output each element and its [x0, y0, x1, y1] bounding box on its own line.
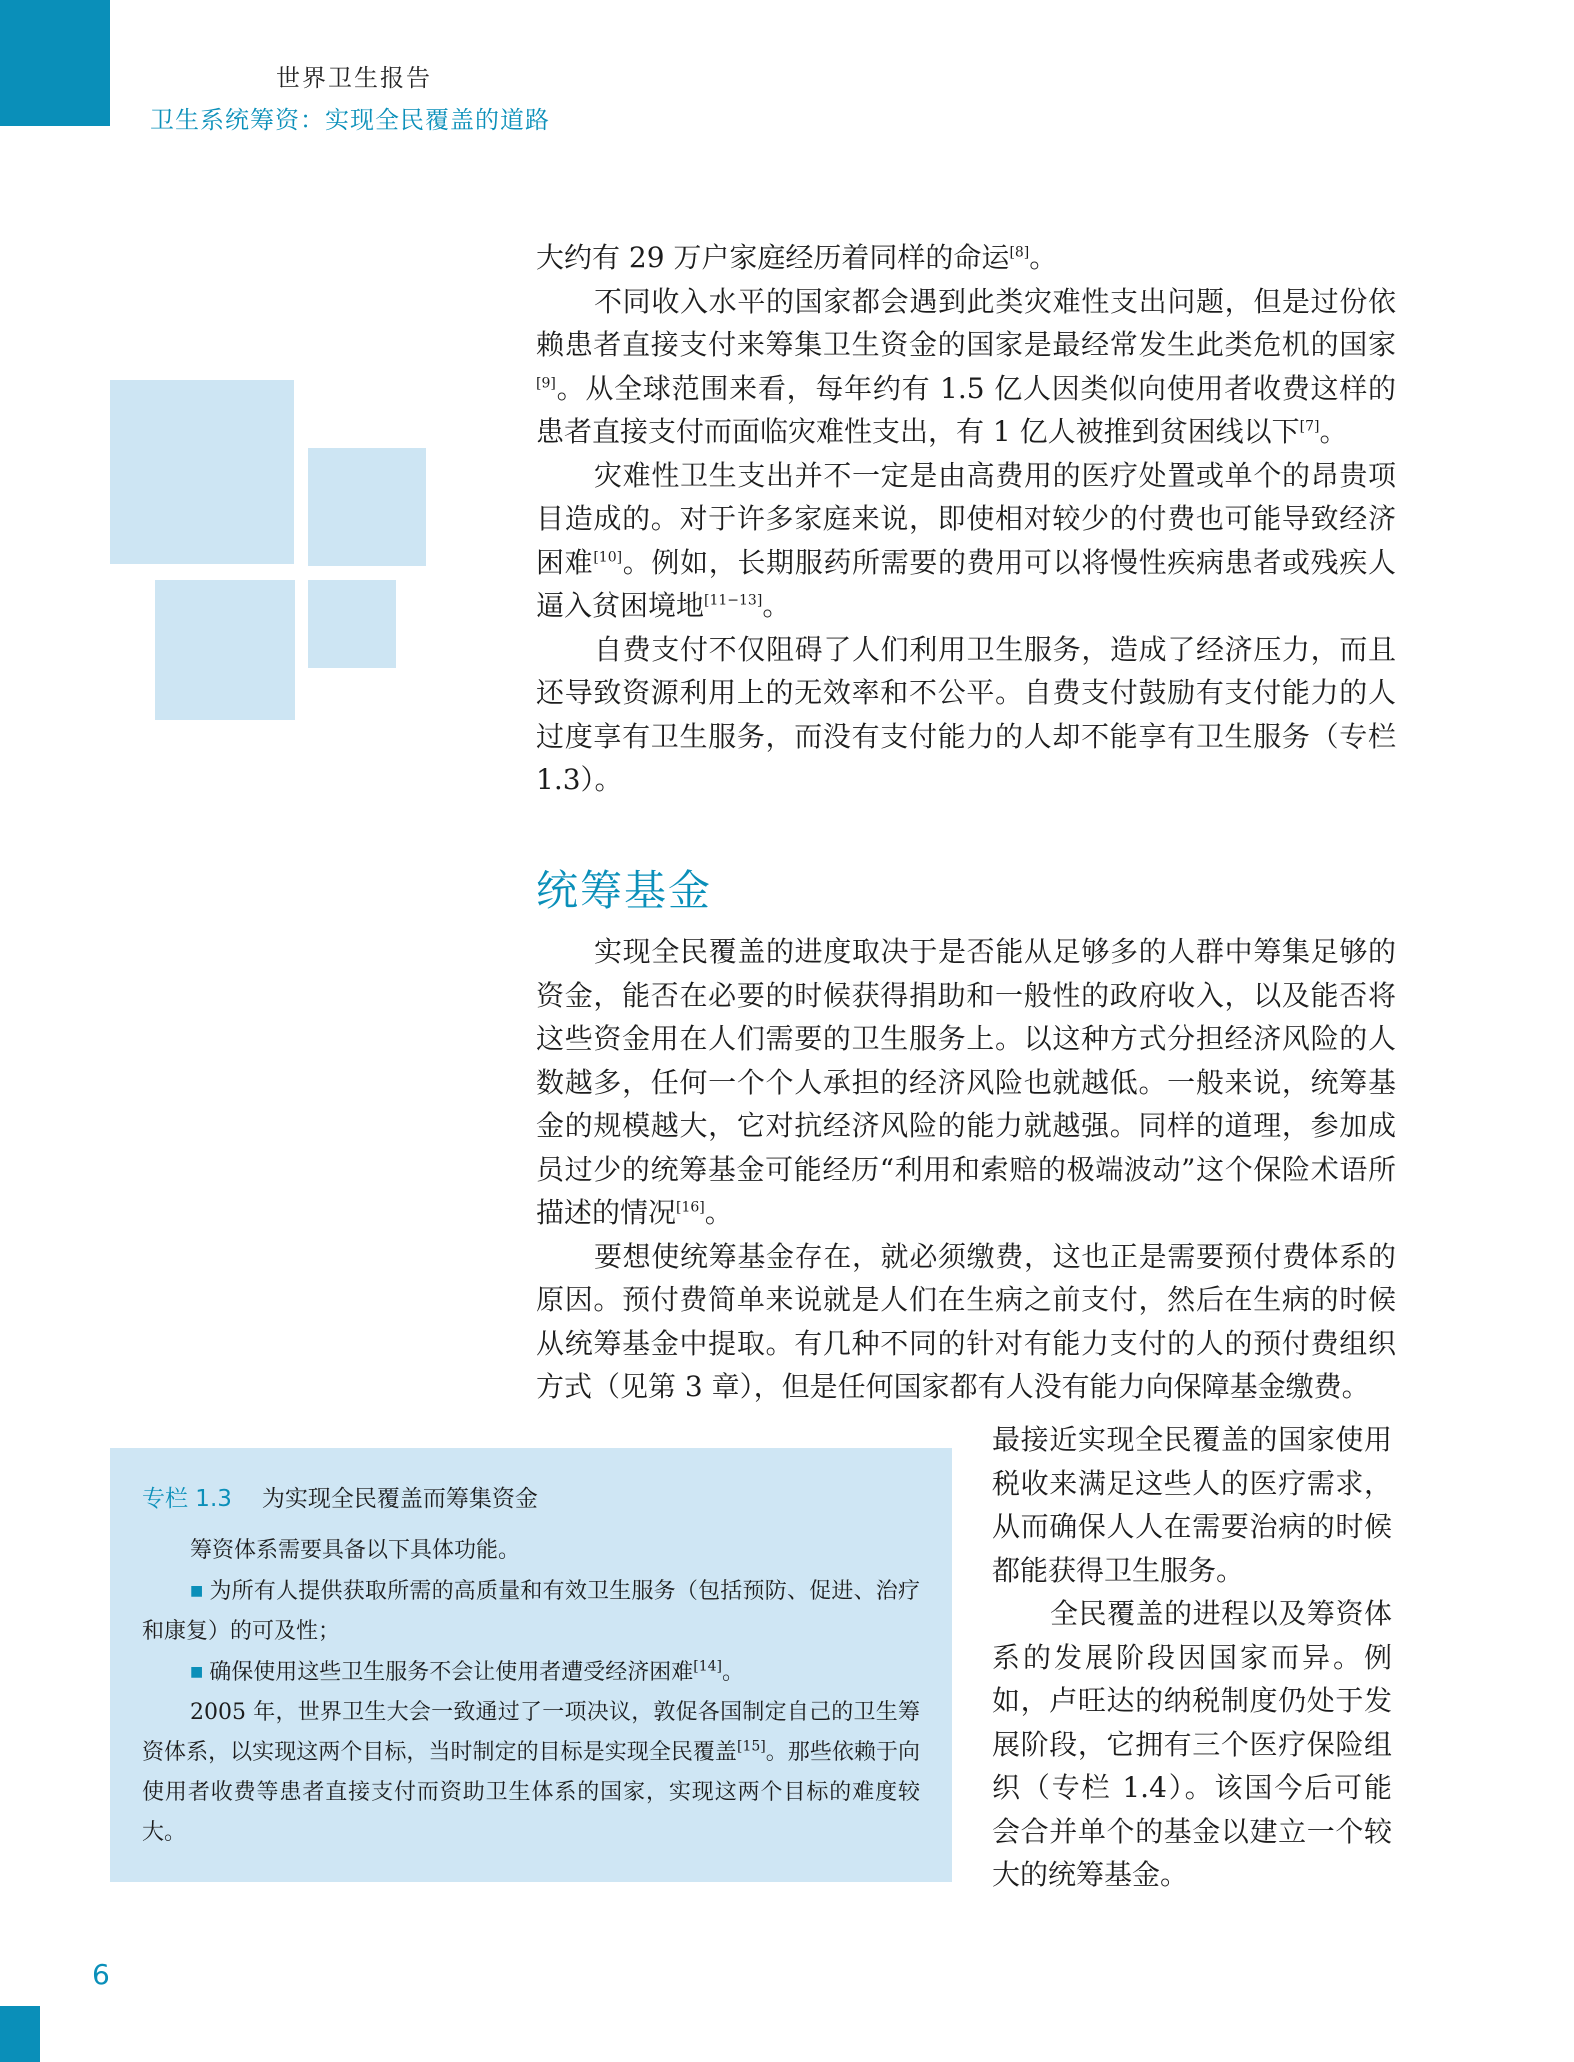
box-label: 专栏 1.3: [142, 1486, 232, 1512]
box-bullet-1: ■ 为所有人提供获取所需的高质量和有效卫生服务（包括预防、促进、治疗和康复）的可及性；: [142, 1579, 920, 1644]
section-paragraph-2: 要想使统筹基金存在，就必须缴费，这也正是需要预付费体系的原因。预付费简单来说就是人们在生病之前支付，然后在生病的时候从统筹基金中提取。有几种不同的针对有能力支付的人的预付费组织方式（见第 3 章），但是任何国家都有人没有能力向保障基金缴费。: [536, 1239, 1396, 1403]
intro-paragraph-2: 不同收入水平的国家都会遇到此类灾难性支出问题，但是过份依赖患者直接支付来筹集卫生资金的国家是最经常发生此类危机的国家[9]。从全球范围来看，每年约有 1.5 亿人因类似向使用者收费这样的患者直接支付而面临灾难性支出，有 1 亿人被推到贫困线以下[7]。: [536, 284, 1396, 448]
report-subtitle: 卫生系统筹资：实现全民覆盖的道路: [150, 106, 550, 134]
decor-square-small: [308, 580, 396, 668]
intro-paragraph-3: 灾难性卫生支出并不一定是由高费用的医疗处置或单个的昂贵项目造成的。对于许多家庭来说，即使相对较少的付费也可能导致经济困难[10]。例如，长期服药所需要的费用可以将慢性疾病患者或残疾人逼入贫困境地[11−13]。: [536, 458, 1396, 622]
intro-paragraph-1: 大约有 29 万户家庭经历着同样的命运[8]。: [536, 241, 1058, 274]
side-paragraph-2: 全民覆盖的进程以及筹资体系的发展阶段因国家而异。例如，卢旺达的纳税制度仍处于发展阶段，它拥有三个医疗保险组织（专栏 1.4）。该国今后可能会合并单个的基金以建立一个较大的统筹基金。: [992, 1597, 1392, 1891]
box-title: 为实现全民覆盖而筹集资金: [261, 1486, 538, 1512]
report-title: 世界卫生报告: [276, 64, 432, 92]
section-paragraph-1: 实现全民覆盖的进度取决于是否能从足够多的人群中筹集足够的资金，能否在必要的时候获得捐助和一般性的政府收入，以及能否将这些资金用在人们需要的卫生服务上。以这种方式分担经济风险的人数越多，任何一个个人承担的经济风险也就越低。一般来说，统筹基金的规模越大，它对抗经济风险的能力就越强。同样的道理，参加成员过少的统筹基金可能经历“利用和索赔的极端波动”这个保险术语所描述的情况[16]。: [536, 935, 1396, 1229]
section-text-column: [536, 930, 1396, 1409]
square-bullet-icon: ■: [190, 1664, 204, 1680]
footer-color-block: [0, 2006, 40, 2062]
box-header: [142, 1480, 920, 1513]
decor-square-lower-left: [155, 580, 295, 720]
section-heading: 统筹基金: [536, 866, 713, 915]
decor-square-right: [308, 448, 426, 566]
header-color-block: [0, 0, 110, 126]
page-number: 6: [92, 1958, 110, 1991]
side-text-column: [992, 1418, 1392, 1897]
decor-square-large: [110, 380, 294, 564]
box-body: [142, 1531, 920, 1853]
side-paragraph-1: 最接近实现全民覆盖的国家使用税收来满足这些人的医疗需求，从而确保人人在需要治病的时候都能获得卫生服务。: [992, 1423, 1392, 1587]
box-bullet-2: ■ 确保使用这些卫生服务不会让使用者遭受经济困难[14]。: [190, 1658, 745, 1685]
box-paragraph: 2005 年，世界卫生大会一致通过了一项决议，敦促各国制定自己的卫生筹资体系，以实现这两个目标，当时制定的目标是实现全民覆盖[15]。那些依赖于向使用者收费等患者直接支付而资助卫生体系的国家，实现这两个目标的难度较大。: [142, 1700, 920, 1845]
box-intro: 筹资体系需要具备以下具体功能。: [190, 1538, 521, 1563]
sidebar-box-1-3: [110, 1448, 952, 1882]
square-bullet-icon: ■: [190, 1583, 204, 1599]
intro-paragraph-4: 自费支付不仅阻碍了人们利用卫生服务，造成了经济压力，而且还导致资源利用上的无效率和不公平。自费支付鼓励有支付能力的人过度享有卫生服务，而没有支付能力的人却不能享有卫生服务（专栏 1.3）。: [536, 632, 1396, 796]
intro-text-column: [536, 236, 1396, 802]
